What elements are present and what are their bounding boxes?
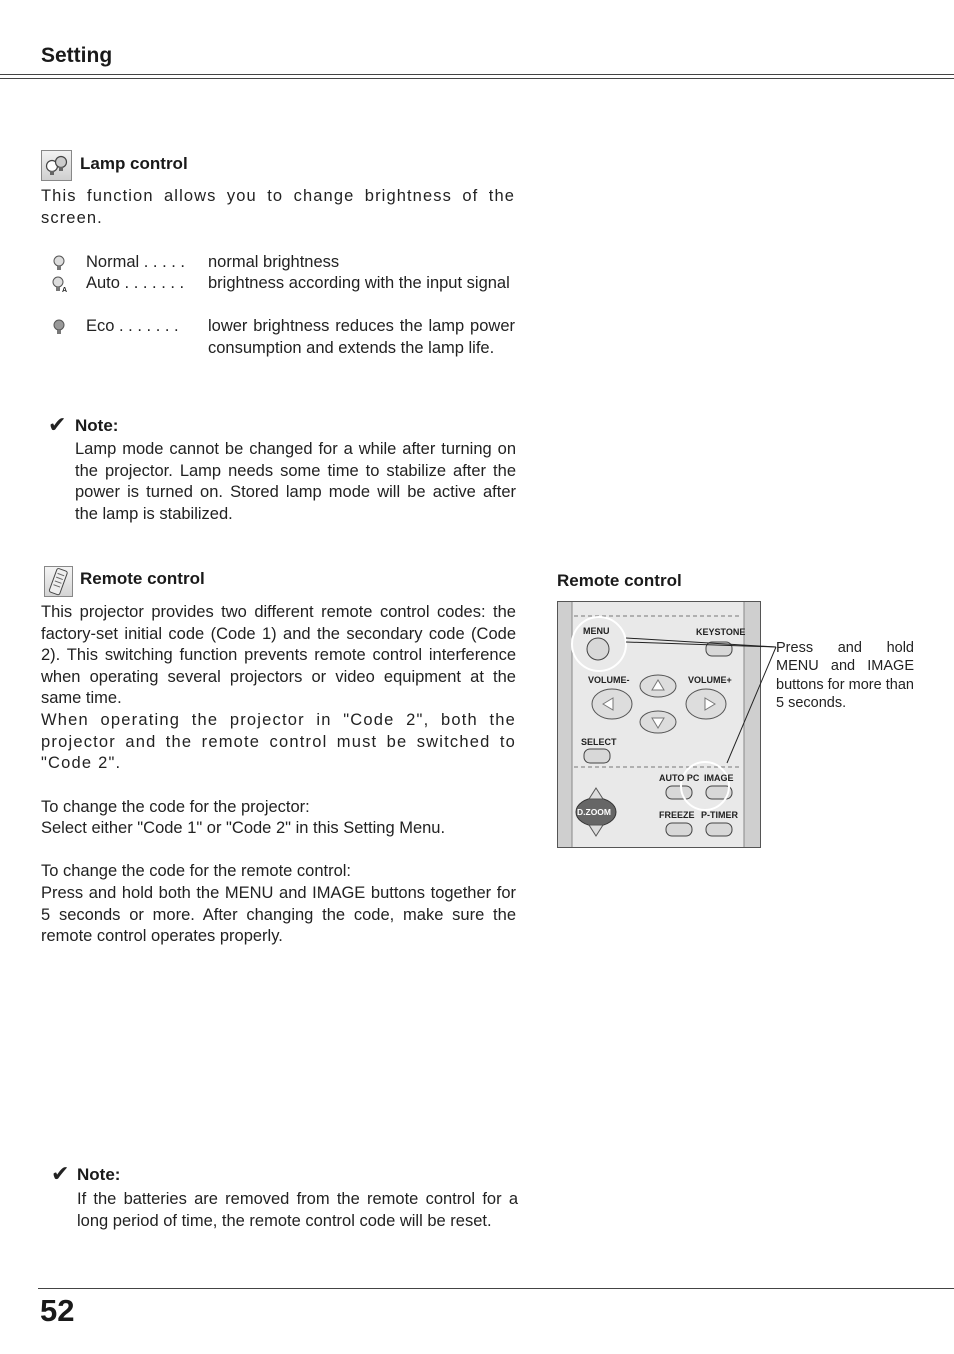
page-number: 52 xyxy=(40,1293,75,1328)
remote-callout-text: Press and hold MENU and IMAGE buttons for more than 5 seconds. xyxy=(776,640,914,711)
remote-control-title: Remote control xyxy=(80,569,205,588)
lamp-control-intro: This function allows you to change brightness of the screen. xyxy=(41,187,515,227)
bulb-eco-icon xyxy=(50,318,68,336)
lamp-control-icon xyxy=(41,150,72,181)
volume-plus-label: VOLUME+ xyxy=(688,675,732,685)
lamp-mode-name: Normal . . . . . xyxy=(86,253,186,271)
header-rule-secondary xyxy=(0,78,954,79)
image-button-label: IMAGE xyxy=(704,773,734,783)
remote-paragraph-1: This projector provides two different remote control codes: the factory-set initial code (Code 1) and the secondary code (Code 2). This switching function prevents remote control interference when operating several projectors or video equipment at the same time. xyxy=(41,603,516,708)
remote-paragraph-6: Press and hold both the MENU and IMAGE buttons together for 5 seconds or more. After changing the code, make sure the remote control operates properly. xyxy=(41,884,516,946)
menu-button-label: MENU xyxy=(583,626,610,636)
bulb-auto-icon xyxy=(50,275,68,293)
lamp-note-text: Lamp mode cannot be changed for a while after turning on the projector. Lamp needs some time to stabilize after the power is turned on. Stored lamp mode will be active after the lamp is stabilized. xyxy=(75,440,516,523)
remote-paragraph-2: When operating the projector in "Code 2", both the projector and the remote control must be switched to "Code 2". xyxy=(41,711,516,773)
lamp-note-title: Note: xyxy=(75,416,119,435)
checkmark-icon: ✔ xyxy=(48,412,67,437)
remote-paragraph-4: Select either "Code 1" or "Code 2" in this Setting Menu. xyxy=(41,819,446,837)
d-zoom-label: D.ZOOM xyxy=(577,807,611,817)
lamp-mode-normal xyxy=(50,252,520,274)
lamp-mode-auto xyxy=(50,273,520,317)
lamp-mode-name: Auto . . . . . . . xyxy=(86,274,185,292)
lamp-mode-eco xyxy=(50,316,520,382)
lamp-mode-name: Eco . . . . . . . xyxy=(86,317,179,335)
p-timer-label: P-TIMER xyxy=(701,810,738,820)
lamp-control-title: Lamp control xyxy=(80,154,188,173)
select-button-label: SELECT xyxy=(581,737,617,747)
volume-minus-label: VOLUME- xyxy=(588,675,630,685)
header-rule xyxy=(0,74,954,75)
callout-leader-lines xyxy=(620,635,780,765)
svg-text:A: A xyxy=(62,287,68,293)
remote-paragraph-5: To change the code for the remote control: xyxy=(41,862,352,880)
lamp-mode-desc: lower brightness reduces the lamp power consumption and extends the lamp life. xyxy=(208,317,515,357)
page-title: Setting xyxy=(41,44,113,67)
remote-note-title: Note: xyxy=(77,1165,121,1184)
keystone-button-label: KEYSTONE xyxy=(696,627,746,637)
remote-control-icon xyxy=(44,566,73,597)
freeze-label: FREEZE xyxy=(659,810,695,820)
remote-paragraph-3: To change the code for the projector: xyxy=(41,798,310,816)
remote-note-text: If the batteries are removed from the remote control for a long period of time, the remote control code will be reset. xyxy=(77,1190,518,1230)
checkmark-icon: ✔ xyxy=(51,1161,70,1186)
auto-pc-label: AUTO PC xyxy=(659,773,700,783)
lamp-mode-desc: normal brightness xyxy=(208,253,340,271)
footer-rule xyxy=(38,1288,954,1289)
bulb-normal-icon xyxy=(50,254,68,272)
remote-figure-title: Remote control xyxy=(557,571,682,590)
lamp-mode-desc: brightness according with the input signal xyxy=(208,274,510,292)
